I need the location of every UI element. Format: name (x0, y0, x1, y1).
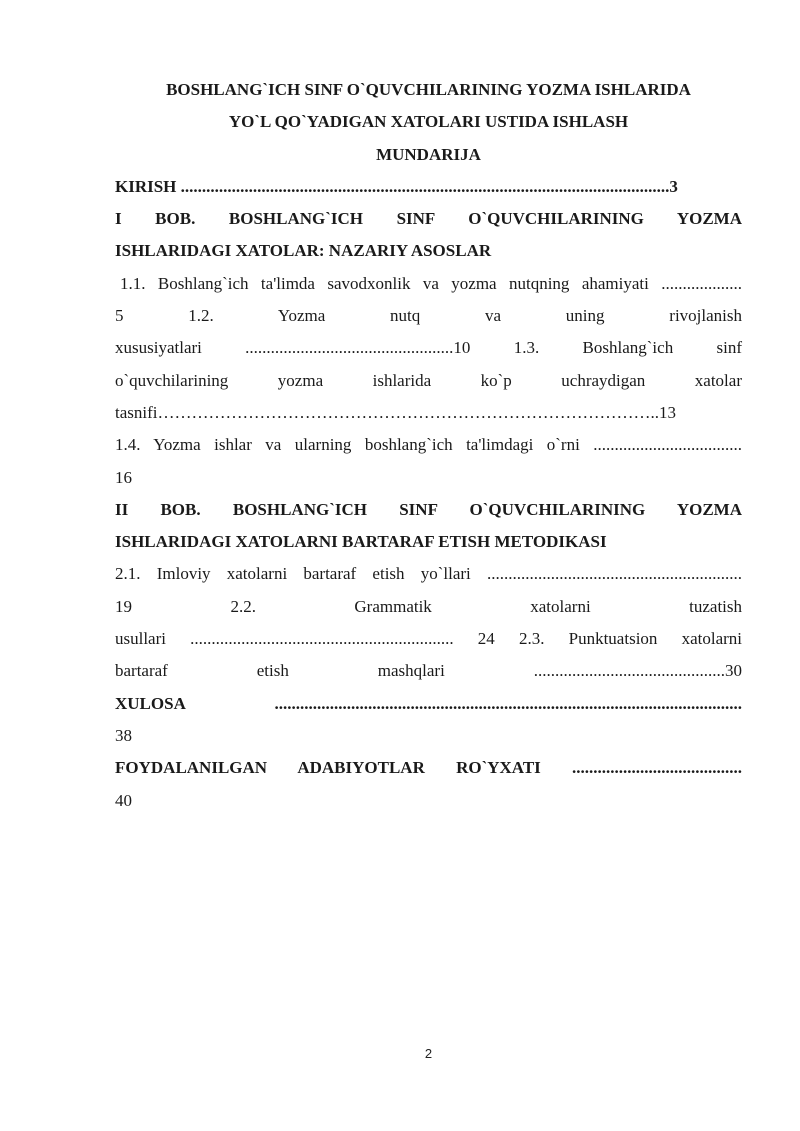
toc-entry-xulosa: XULOSA .............................................................................................................. (115, 693, 742, 713)
toc-entry-1-1: 1.1. Boshlang`ich ta'limda savodxonlik va yozma nutqning ahamiyati ................... (120, 273, 742, 293)
toc-entry-2-2-line-2: usullari .............................................................. 24 2.3. Punktuatsion xatolarni (115, 629, 742, 649)
page-content (115, 74, 742, 817)
toc-entry-2-2-line-1: 19 2.2. Grammatik xatolarni tuzatish (115, 596, 742, 616)
toc-entry-1-2-line-2: xususiyatlari .................................................10 1.3. Boshlang`ich sinf (115, 338, 742, 358)
toc-entry-2-3: bartaraf etish mashqlari .............................................30 (115, 661, 742, 681)
toc-entry-1-4-page: 16 (115, 467, 132, 487)
toc-entry-2-1: 2.1. Imloviy xatolarni bartaraf etish yo`llari ............................................................ (115, 564, 742, 584)
page-number: 2 (424, 1046, 433, 1061)
document-title-line-1: BOSHLANG`ICH SINF O`QUVCHILARINING YOZMA ISHLARIDA (166, 80, 691, 99)
toc-entry-kirish: KIRISH ...................................................................................................................3 (115, 176, 678, 196)
toc-entry-1-4: 1.4. Yozma ishlar va ularning boshlang`ich ta'limdagi o`rni ................................... (115, 435, 742, 455)
toc-entry-adabiyotlar: FOYDALANILGAN ADABIYOTLAR RO`YXATI ........................................ (115, 758, 742, 778)
toc-heading: MUNDARIJA (376, 144, 481, 164)
toc-entry-1-2-line-1: 5 1.2. Yozma nutq va uning rivojlanish (115, 306, 742, 326)
toc-chapter-1-title-line-1: I BOB. BOSHLANG`ICH SINF O`QUVCHILARINING YOZMA (115, 209, 742, 229)
toc-entry-xulosa-page: 38 (115, 725, 132, 745)
toc-entry-1-3-line-1: o`quvchilarining yozma ishlarida ko`p uchraydigan xatolar (115, 370, 742, 390)
toc-chapter-1-title-line-2: ISHLARIDAGI XATOLAR: NAZARIY ASOSLAR (115, 241, 492, 261)
toc-entry-1-3-line-2: tasnifi……………………………………………………………………………..13 (115, 402, 676, 422)
document-title-line-2: YO`L QO`YADIGAN XATOLARI USTIDA ISHLASH (228, 112, 629, 132)
toc-chapter-2-title-line-2: ISHLARIDAGI XATOLARNI BARTARAF ETISH METODIKASI (115, 532, 607, 552)
toc-chapter-2-title-line-1: II BOB. BOSHLANG`ICH SINF O`QUVCHILARINING YOZMA (115, 499, 742, 519)
toc-entry-adabiyotlar-page: 40 (115, 790, 132, 810)
